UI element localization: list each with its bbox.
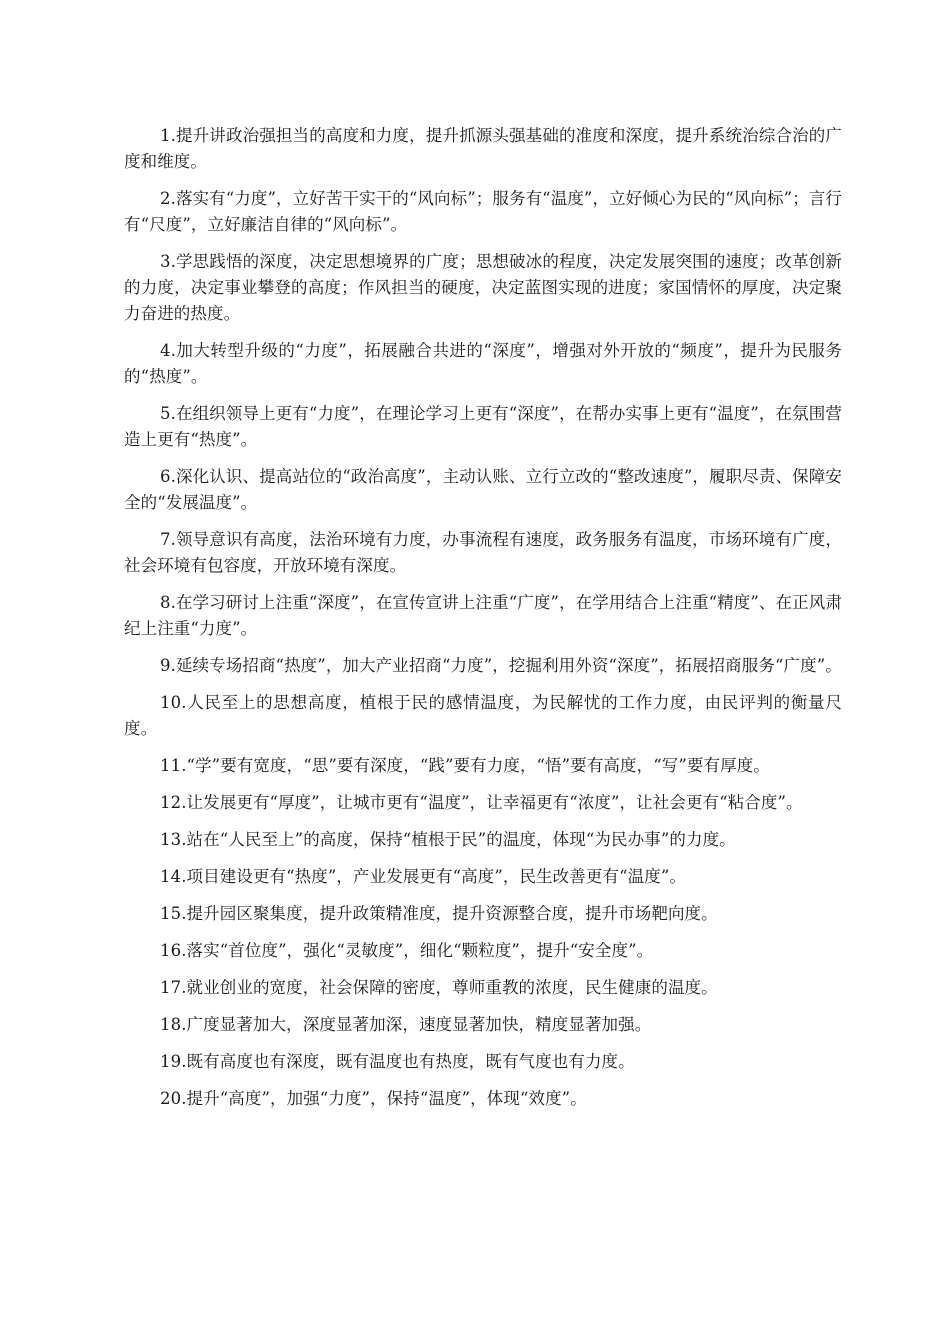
- list-item: 10.人民至上的思想高度，植根于民的感情温度，为民解忧的工作力度，由民评判的衡量尺度。: [124, 693, 842, 738]
- list-item: 5.在组织领导上更有“力度”，在理论学习上更有“深度”，在帮办实事上更有“温度”，在氛围营造上更有“热度”。: [124, 404, 842, 449]
- document-body: [124, 123, 842, 1123]
- list-item: 6.深化认识、提高站位的“政治高度”，主动认账、立行立改的“整改速度”，履职尽责、保障安全的“发展温度”。: [124, 467, 842, 512]
- list-item: 12.让发展更有“厚度”，让城市更有“温度”，让幸福更有“浓度”，让社会更有“粘合度”。: [160, 793, 803, 812]
- list-item: 4.加大转型升级的“力度”，拓展融合共进的“深度”，增强对外开放的“频度”，提升为民服务的“热度”。: [124, 341, 842, 386]
- list-item: 13.站在“人民至上”的高度，保持“植根于民”的温度，体现“为民办事”的力度。: [160, 830, 736, 849]
- list-item: 7.领导意识有高度，法治环境有力度，办事流程有速度，政务服务有温度，市场环境有广度，社会环境有包容度，开放环境有深度。: [124, 530, 842, 575]
- list-item: 16.落实“首位度”，强化“灵敏度”，细化“颗粒度”，提升“安全度”。: [160, 941, 654, 960]
- list-item: 14.项目建设更有“热度”，产业发展更有“高度”，民生改善更有“温度”。: [160, 867, 686, 886]
- list-item: 18.广度显著加大，深度显著加深，速度显著加快，精度显著加强。: [160, 1015, 652, 1034]
- list-item: 19.既有高度也有深度，既有温度也有热度，既有气度也有力度。: [160, 1052, 635, 1071]
- list-item: 3.学思践悟的深度，决定思想境界的广度；思想破冰的程度，决定发展突围的速度；改革创新的力度，决定事业攀登的高度；作风担当的硬度，决定蓝图实现的进度；家国情怀的厚度，决定聚力奋进的热度。: [124, 252, 842, 323]
- list-item: 2.落实有“力度”，立好苦干实干的“风向标”；服务有“温度”，立好倾心为民的“风向标”；言行有“尺度”，立好廉洁自律的“风向标”。: [124, 189, 842, 234]
- list-item: 9.延续专场招商“热度”，加大产业招商“力度”，挖掘利用外资“深度”，拓展招商服务“广度”。: [160, 656, 842, 675]
- list-item: 15.提升园区聚集度，提升政策精准度，提升资源整合度，提升市场靶向度。: [160, 904, 718, 923]
- list-item: 11.“学”要有宽度，“思”要有深度，“践”要有力度，“悟”要有高度，“写”要有厚度。: [160, 756, 770, 775]
- list-item: 8.在学习研讨上注重“深度”，在宣传宣讲上注重“广度”，在学用结合上注重“精度”、在正风肃纪上注重“力度”。: [124, 593, 842, 638]
- list-item: 1.提升讲政治强担当的高度和力度，提升抓源头强基础的准度和深度，提升系统治综合治的广度和维度。: [124, 126, 842, 171]
- list-item: 20.提升“高度”，加强“力度”，保持“温度”，体现“效度”。: [160, 1089, 587, 1108]
- list-item: 17.就业创业的宽度，社会保障的密度，尊师重教的浓度，民生健康的温度。: [160, 978, 718, 997]
